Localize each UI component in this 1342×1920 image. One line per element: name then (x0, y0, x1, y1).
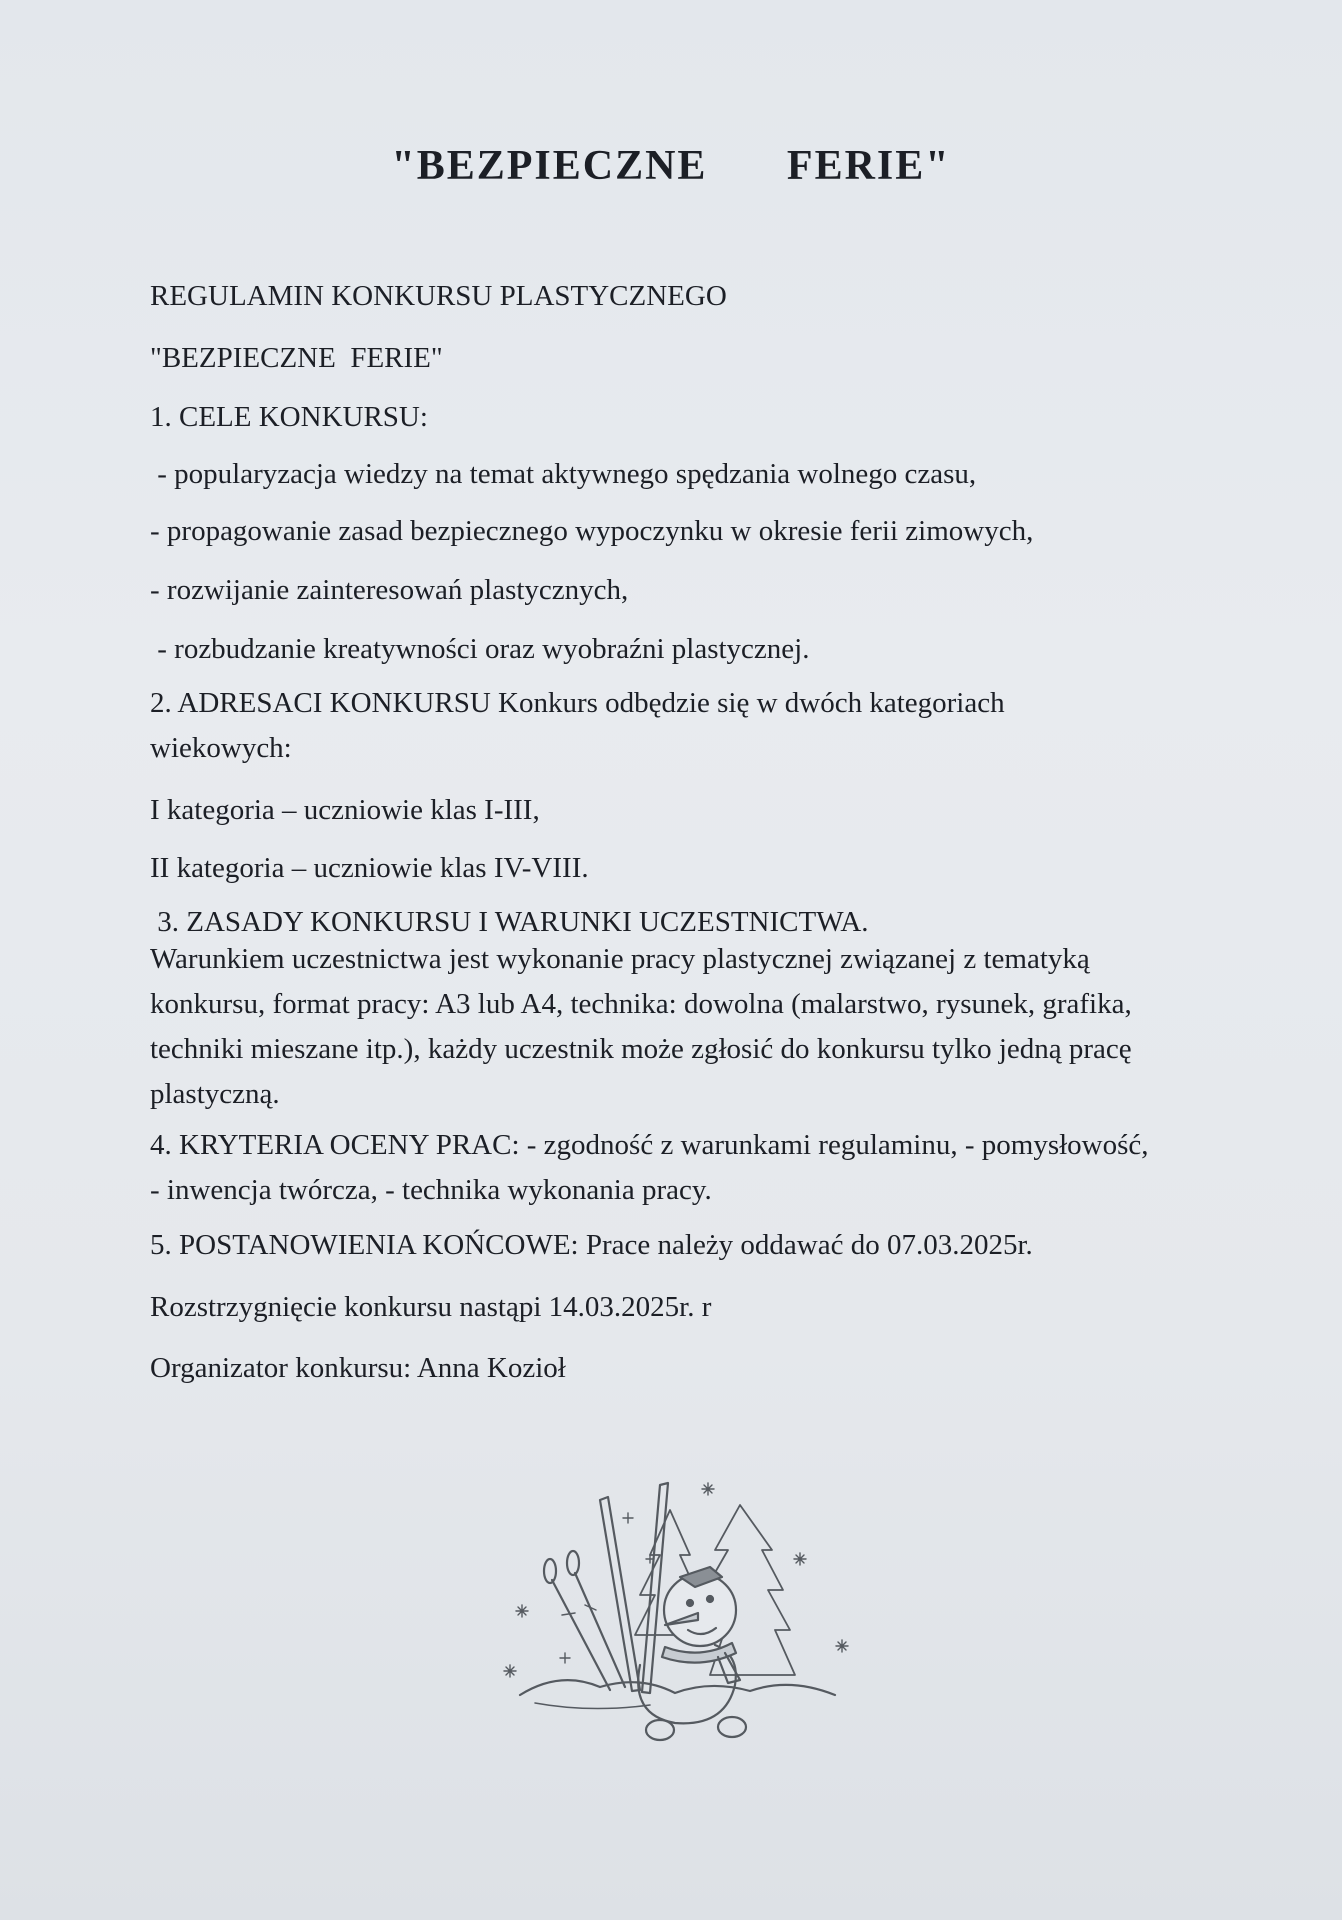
section-rules-text: Warunkiem uczestnictwa jest wykonanie pracy plastycznej związanej z tematyką konkursu, format pracy: A3 lub A4, technika: dowolna (malarstwo, rysunek, grafika, techniki mieszane itp.), każdy uczestnik może zgłosić do konkursu tylko jedną pracę plastyczną. (150, 943, 1132, 1110)
section-goals-heading: 1. CELE KONKURSU: (150, 401, 428, 433)
resolution-date: Rozstrzygnięcie konkursu nastąpi 14.03.2025r. r (150, 1291, 712, 1323)
document-title: "BEZPIECZNE FERIE" (391, 143, 951, 189)
organizer: Organizator konkursu: Anna Kozioł (150, 1352, 566, 1384)
category-item: I kategoria – uczniowie klas I-III, (150, 794, 540, 826)
goal-item: - rozwijanie zainteresowań plastycznych, (150, 574, 629, 606)
goal-item: - popularyzacja wiedzy na temat aktywnego spędzania wolnego czasu, (150, 458, 977, 490)
goal-item: - rozbudzanie kreatywności oraz wyobraźni plastycznej. (150, 633, 810, 665)
regulation-heading: REGULAMIN KONKURSU PLASTYCZNEGO (150, 280, 727, 312)
section-criteria: 4. KRYTERIA OCENY PRAC: - zgodność z warunkami regulaminu, - pomysłowość, - inwencja twórcza, - technika wykonania pracy. (150, 1129, 1149, 1206)
section-final-provisions: 5. POSTANOWIENIA KOŃCOWE: Prace należy oddawać do 07.03.2025r. (150, 1229, 1033, 1261)
section-recipients: 2. ADRESACI KONKURSU Konkurs odbędzie się w dwóch kategoriach wiekowych: (150, 687, 1005, 764)
regulation-subheading: "BEZPIECZNE FERIE" (150, 342, 443, 374)
section-rules-heading: 3. ZASADY KONKURSU I WARUNKI UCZESTNICTWA. (150, 906, 869, 938)
goal-item: - propagowanie zasad bezpiecznego wypoczynku w okresie ferii zimowych, (150, 515, 1034, 547)
category-item: II kategoria – uczniowie klas IV-VIII. (150, 852, 589, 884)
snowman-skis-trees-illustration (500, 1465, 860, 1755)
